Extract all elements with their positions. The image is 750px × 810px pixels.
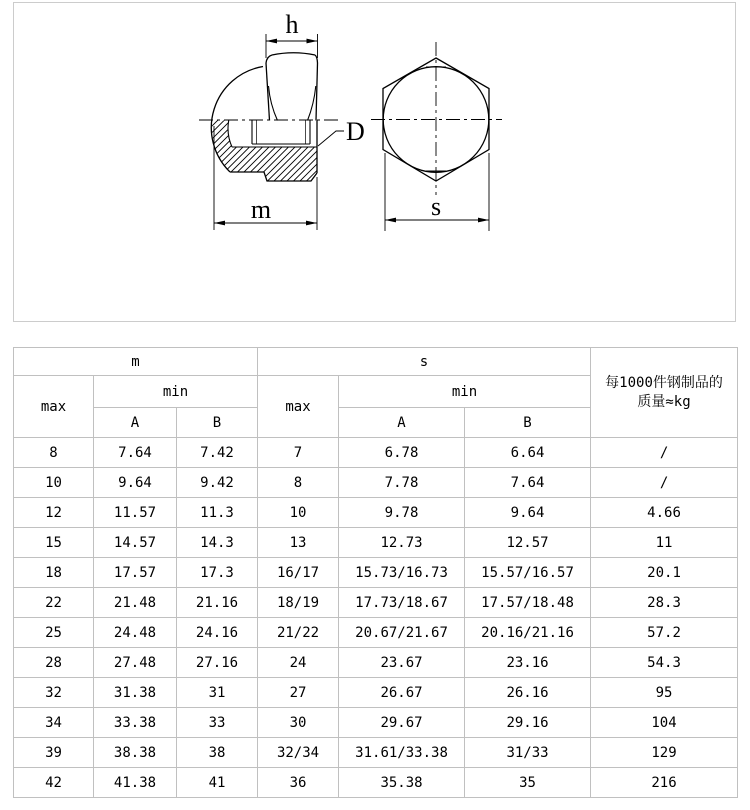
table-cell: 7.64 (94, 438, 177, 468)
table-cell: 6.78 (339, 438, 465, 468)
table-cell: 95 (591, 678, 738, 708)
table-row (14, 468, 738, 498)
table-cell: 17.73/18.67 (339, 588, 465, 618)
label-s: s (430, 192, 442, 221)
table-row (14, 528, 738, 558)
s-arrow-left (385, 218, 396, 223)
table-cell: 17.3 (177, 558, 258, 588)
table-cell: 21.48 (94, 588, 177, 618)
hex-chamfer-left (269, 86, 278, 121)
table-cell: 41 (177, 768, 258, 798)
table-cell: 31/33 (465, 738, 591, 768)
hex-cap-top-face (272, 53, 315, 55)
table-cell: 9.78 (339, 498, 465, 528)
column-header-weight (591, 348, 738, 438)
table-cell: 35.38 (339, 768, 465, 798)
table-cell: 7 (258, 438, 339, 468)
column-header-m-min-b: B (177, 408, 258, 438)
table-cell: 15.73/16.73 (339, 558, 465, 588)
label-d: D (346, 117, 365, 146)
table-cell: 7.78 (339, 468, 465, 498)
table-cell: / (591, 438, 738, 468)
table-cell: 15 (14, 528, 94, 558)
table-row (14, 588, 738, 618)
table-cell: 26.67 (339, 678, 465, 708)
table-cell: 4.66 (591, 498, 738, 528)
m-arrow-left (214, 221, 225, 226)
technical-drawing (0, 0, 750, 330)
table-cell: 29.16 (465, 708, 591, 738)
table-cell: 7.64 (465, 468, 591, 498)
table-row (14, 738, 738, 768)
table-cell: 12 (14, 498, 94, 528)
table-cell: 27.16 (177, 648, 258, 678)
table-cell: 8 (14, 438, 94, 468)
table-cell: 24.16 (177, 618, 258, 648)
table-cell: 23.16 (465, 648, 591, 678)
h-arrow-right (307, 39, 318, 44)
table-cell: 33 (177, 708, 258, 738)
table-cell: 17.57 (94, 558, 177, 588)
table-cell: 29.67 (339, 708, 465, 738)
weight-header-line1: 每1000件钢制品的 (605, 374, 723, 391)
table-cell: 22 (14, 588, 94, 618)
column-header-m-min-a: A (94, 408, 177, 438)
h-arrow-left (266, 39, 277, 44)
table-cell: 18 (14, 558, 94, 588)
table-cell: 36 (258, 768, 339, 798)
table-cell: 32/34 (258, 738, 339, 768)
table-cell: 38.38 (94, 738, 177, 768)
s-arrow-right (478, 218, 489, 223)
table-row (14, 708, 738, 738)
table-row (14, 558, 738, 588)
table-cell: 10 (14, 468, 94, 498)
table-cell: 18/19 (258, 588, 339, 618)
table-row (14, 498, 738, 528)
table-cell: 11 (591, 528, 738, 558)
table-cell: 12.73 (339, 528, 465, 558)
table-row (14, 618, 738, 648)
table-cell: 12.57 (465, 528, 591, 558)
spec-table (13, 347, 738, 798)
panel-border (14, 3, 736, 322)
hex-chamfer-right (308, 86, 316, 121)
column-header-s-min-a: A (339, 408, 465, 438)
table-cell: 7.42 (177, 438, 258, 468)
table-cell: 15.57/16.57 (465, 558, 591, 588)
hex-cap-edge-right (316, 63, 318, 121)
table-cell: 216 (591, 768, 738, 798)
table-cell: 39 (14, 738, 94, 768)
table-cell: 129 (591, 738, 738, 768)
table-cell: 35 (465, 768, 591, 798)
table-cell: 21/22 (258, 618, 339, 648)
table-cell: 9.42 (177, 468, 258, 498)
table-cell: 104 (591, 708, 738, 738)
table-cell: 20.1 (591, 558, 738, 588)
table-cell: 54.3 (591, 648, 738, 678)
table-cell: 28.3 (591, 588, 738, 618)
table-cell: 41.38 (94, 768, 177, 798)
table-cell: 6.64 (465, 438, 591, 468)
table-cell: 10 (258, 498, 339, 528)
header-row-groups (14, 348, 738, 376)
table-cell: 27 (258, 678, 339, 708)
table-cell: 23.67 (339, 648, 465, 678)
column-group-s: s (258, 348, 591, 376)
table-cell: 31.61/33.38 (339, 738, 465, 768)
table-cell: 26.16 (465, 678, 591, 708)
table-cell: 11.57 (94, 498, 177, 528)
column-group-m: m (14, 348, 258, 376)
column-header-s-min-b: B (465, 408, 591, 438)
column-header-m-max: max (14, 376, 94, 438)
table-cell: 14.3 (177, 528, 258, 558)
table-cell: / (591, 468, 738, 498)
table-cell: 9.64 (465, 498, 591, 528)
table-cell: 24.48 (94, 618, 177, 648)
table-cell: 42 (14, 768, 94, 798)
table-cell: 21.16 (177, 588, 258, 618)
table-cell: 31.38 (94, 678, 177, 708)
m-arrow-right (306, 221, 317, 226)
label-h: h (285, 10, 299, 39)
d-leader-line (318, 131, 344, 146)
table-cell: 16/17 (258, 558, 339, 588)
table-cell: 28 (14, 648, 94, 678)
table-cell: 20.16/21.16 (465, 618, 591, 648)
spec-table-body (14, 438, 738, 798)
column-header-m-min: min (94, 376, 258, 408)
table-cell: 33.38 (94, 708, 177, 738)
table-cell: 17.57/18.48 (465, 588, 591, 618)
table-cell: 27.48 (94, 648, 177, 678)
table-cell: 13 (258, 528, 339, 558)
side-section-view (199, 34, 344, 230)
spec-table-container (13, 347, 738, 798)
table-row (14, 678, 738, 708)
table-cell: 20.67/21.67 (339, 618, 465, 648)
label-m: m (250, 195, 272, 224)
weight-header-line2: 质量≈kg (637, 393, 691, 410)
table-row (14, 648, 738, 678)
table-cell: 9.64 (94, 468, 177, 498)
table-cell: 32 (14, 678, 94, 708)
table-row (14, 438, 738, 468)
table-row (14, 768, 738, 798)
table-cell: 31 (177, 678, 258, 708)
table-cell: 8 (258, 468, 339, 498)
table-cell: 34 (14, 708, 94, 738)
column-header-s-min: min (339, 376, 591, 408)
table-cell: 25 (14, 618, 94, 648)
table-cell: 14.57 (94, 528, 177, 558)
table-cell: 11.3 (177, 498, 258, 528)
hex-cap-corner-left (266, 55, 272, 63)
table-cell: 30 (258, 708, 339, 738)
table-cell: 24 (258, 648, 339, 678)
table-cell: 38 (177, 738, 258, 768)
column-header-s-max: max (258, 376, 339, 438)
table-cell: 57.2 (591, 618, 738, 648)
